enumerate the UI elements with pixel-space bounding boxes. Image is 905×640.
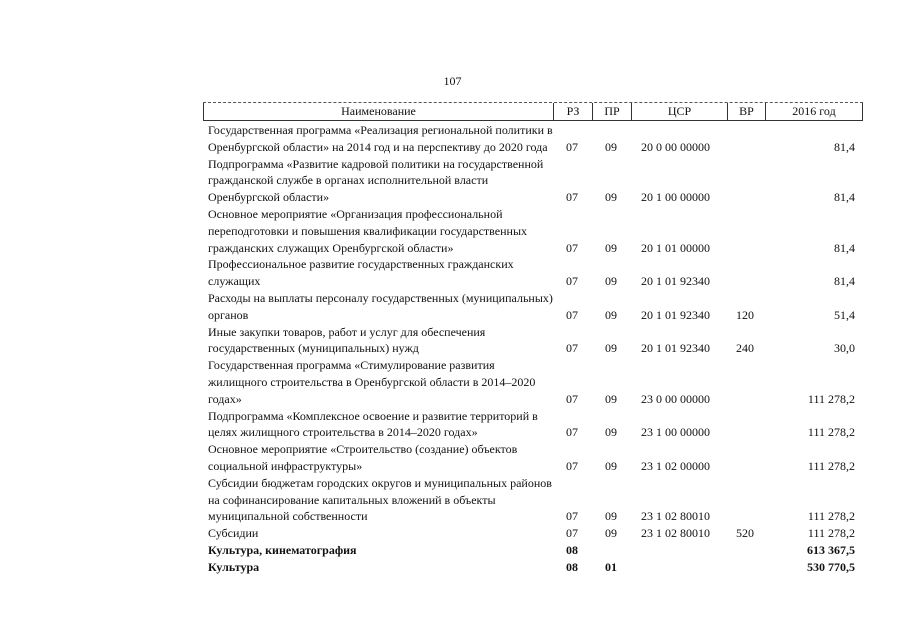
row-name: Основное мероприятие «Строительство (создание) объектов социальной инфраструктуры» [208,442,518,473]
row-rz: 07 [566,139,578,154]
row-csr: 20 0 00 00000 [641,139,710,154]
row-rz: 07 [566,425,578,440]
row-vr: 120 [736,307,754,322]
row-pr: 01 [605,559,617,574]
row-rz: 07 [566,391,578,406]
row-sum: 30,0 [834,341,855,356]
row-name: Субсидии бюджетам городских округов и муниципальных районов на софинансирование капитальных вложений в объекты муниципальной собственности [208,475,552,524]
row-sum: 51,4 [834,307,855,322]
row-name: Иные закупки товаров, работ и услуг для обеспечения государственных (муниципальных) нужд [208,324,486,356]
table-row [0,408,905,442]
row-csr: 20 1 00 00000 [641,190,710,205]
row-csr: 23 0 00 00000 [641,391,710,406]
row-pr: 09 [605,240,617,255]
row-pr: 09 [605,307,617,322]
row-pr: 09 [605,341,617,356]
row-vr: 520 [736,526,754,541]
header-pr: ПР [592,103,631,120]
row-pr: 09 [605,509,617,524]
row-csr: 23 1 00 00000 [641,425,710,440]
row-rz: 07 [566,240,578,255]
row-csr: 23 1 02 80010 [641,509,710,524]
table-body [0,122,905,576]
header-csr: ЦСР [631,103,727,120]
table-row [0,475,905,525]
row-rz: 07 [566,526,578,541]
table-row [0,256,905,290]
header-year: 2016 год [765,103,863,120]
row-rz: 08 [566,559,578,574]
header-rz: РЗ [553,103,592,120]
row-rz: 07 [566,341,578,356]
header-name: Наименование [203,103,553,120]
table-row [0,441,905,475]
row-sum: 81,4 [834,139,855,154]
row-csr: 20 1 01 92340 [641,341,710,356]
row-csr: 20 1 01 00000 [641,240,710,255]
row-pr: 09 [605,274,617,289]
row-pr: 09 [605,425,617,440]
row-pr: 09 [605,391,617,406]
row-sum: 530 770,5 [807,559,855,574]
page-number: 107 [443,74,462,88]
row-pr: 09 [605,526,617,541]
header-rule-bottom [203,120,863,121]
row-name: Культура [208,559,260,574]
table-row [0,357,905,407]
table-row [0,542,905,559]
table-row [0,559,905,576]
row-csr: 23 1 02 80010 [641,526,710,541]
row-sum: 111 278,2 [807,458,855,473]
row-name: Субсидии [208,526,259,541]
header-vr: ВР [727,103,765,120]
row-name: Подпрограмма «Развитие кадровой политики на государственной гражданской службе в органах исполнительной власти Оренбургской области» [208,156,544,205]
row-sum: 81,4 [834,190,855,205]
table-row [0,156,905,206]
row-csr: 20 1 01 92340 [641,274,710,289]
table-row [0,324,905,358]
table-row [0,122,905,156]
row-pr: 09 [605,458,617,473]
row-sum: 81,4 [834,274,855,289]
row-pr: 09 [605,139,617,154]
row-sum: 111 278,2 [807,425,855,440]
row-rz: 07 [566,274,578,289]
row-csr: 23 1 02 00000 [641,458,710,473]
row-rz: 08 [566,542,578,557]
row-rz: 07 [566,307,578,322]
row-rz: 07 [566,190,578,205]
row-name: Профессиональное развитие государственных гражданских служащих [208,257,514,289]
row-name: Расходы на выплаты персоналу государственных (муниципальных) органов [208,290,553,322]
row-name: Культура, кинематография [208,542,357,557]
row-rz: 07 [566,509,578,524]
row-name: Государственная программа «Стимулирование развития жилищного строительства в Оренбургской области в 2014–2020 годах» [208,358,536,406]
row-csr: 20 1 01 92340 [641,307,710,322]
row-sum: 111 278,2 [807,391,855,406]
row-name: Подпрограмма «Комплексное освоение и развитие территорий в целях жилищного строительства в 2014–2020 годах» [208,408,538,440]
row-sum: 111 278,2 [807,526,855,541]
table-row [0,525,905,542]
row-name: Основное мероприятие «Организация профессиональной переподготовки и повышения квалификации государственных гражданских служащих Оренбургской области» [208,206,528,255]
row-sum: 613 367,5 [807,542,855,557]
table-row [0,290,905,324]
row-rz: 07 [566,458,578,473]
row-sum: 111 278,2 [807,509,855,524]
row-name: Государственная программа «Реализация региональной политики в Оренбургской области» на 2014 год и на перспективу до 2020 года [208,123,553,154]
table-row [0,206,905,256]
row-pr: 09 [605,190,617,205]
table-header [203,102,863,121]
row-sum: 81,4 [834,240,855,255]
row-vr: 240 [736,341,754,356]
